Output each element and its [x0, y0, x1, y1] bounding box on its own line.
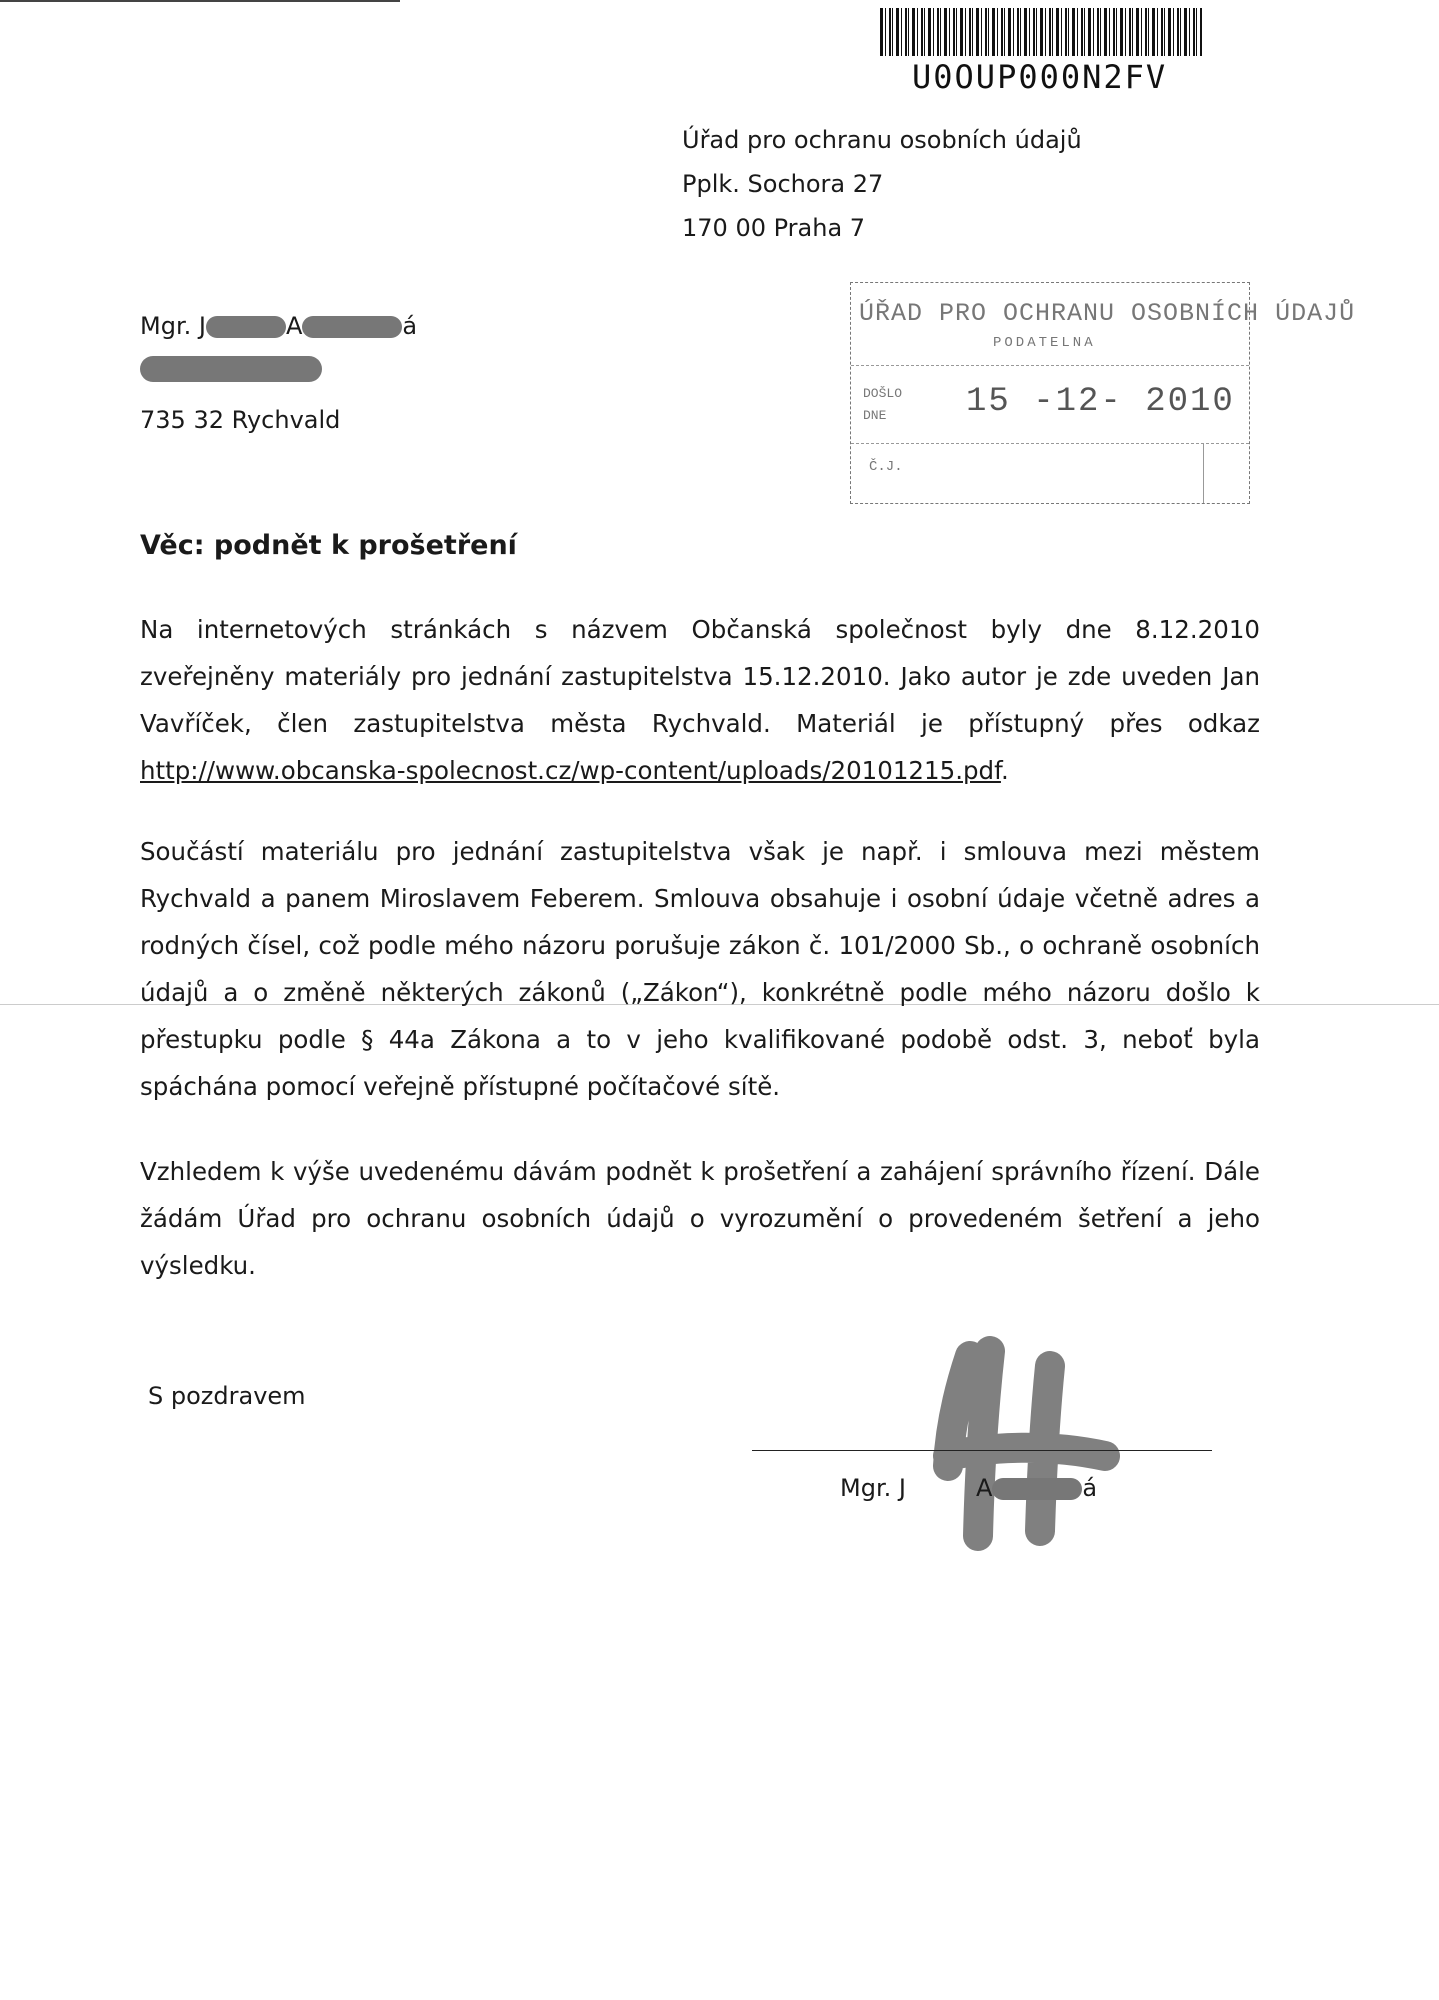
redaction-mark [906, 1478, 976, 1500]
sender-name [140, 312, 417, 340]
paragraph-end: . [1000, 756, 1009, 785]
signature-line [752, 1450, 1212, 1451]
signature-name [840, 1474, 1097, 1502]
body-paragraph-2: Součástí materiálu pro jednání zastupitelstva však je např. i smlouva mezi městem Rychvald a panem Miroslavem Feberem. Smlouva obsahuje i osobní údaje včetně adres a rodných čísel, což podle mého názoru porušuje zákon č. 101/2000 Sb., o ochraně osobních údajů a o změně některých zákonů („Zákon“), konkrétně podle mého názoru došlo k přestupku podle § 44a Zákona a to v jeho kvalifikované podobě odst. 3, neboť byla spáchána pomocí veřejně přístupné počítačové sítě. [140, 837, 1260, 1101]
letter-subject: Věc: podnět k prošetření [140, 530, 517, 561]
stamp-divider [851, 365, 1249, 366]
signature-scribble [930, 1326, 1120, 1556]
stamp-vertical-divider [1203, 443, 1204, 503]
barcode-code: U0OUP000N2FV [912, 58, 1168, 96]
sender-initial: A [285, 312, 303, 340]
redaction-mark [140, 356, 322, 382]
stamp-divider [851, 443, 1249, 444]
body-paragraph-1 [140, 606, 1260, 794]
scan-edge-mark [0, 0, 400, 2]
stamp-doslo-label: DOŠLO [863, 386, 903, 401]
paragraph-text: Na internetových stránkách s názvem Občanská společnost byly dne 8.12.2010 zveřejněny materiály pro jednání zastupitelstva 15.12.2010. Jako autor je zde uveden Jan Vavříček, člen zastupitelstva města Rychvald. Materiál je přístupný přes odkaz [140, 615, 1260, 738]
redaction-mark [206, 316, 286, 338]
body-paragraph-3: Vzhledem k výše uvedenému dávám podnět k prošetření a zahájení správního řízení. Dále žádám Úřad pro ochranu osobních údajů o vyrozumění o provedeném šetření a jeho výsledku. [140, 1157, 1260, 1280]
received-stamp [850, 282, 1356, 504]
stamp-date: 15 -12- 2010 [966, 383, 1235, 421]
recipient-address [682, 118, 1082, 250]
document-link[interactable]: http://www.obcanska-spolecnost.cz/wp-content/uploads/20101215.pdf [140, 756, 1001, 785]
redaction-mark [302, 316, 402, 338]
stamp-subtitle: PODATELNA [993, 335, 1096, 351]
recipient-name: Úřad pro ochranu osobních údajů [682, 126, 1082, 154]
sender-suffix: á [402, 312, 418, 340]
sender-title: Mgr. J [140, 312, 206, 340]
stamp-reference-label: Č.J. [869, 459, 903, 475]
stamp-title: ÚŘAD PRO OCHRANU OSOBNÍCH ÚDAJŮ [859, 299, 1356, 328]
signature-suffix: á [1082, 1474, 1098, 1502]
signature-initial: A [975, 1474, 993, 1502]
closing-greeting: S pozdravem [148, 1382, 306, 1410]
barcode [880, 8, 1202, 56]
signature-title: Mgr. J [840, 1474, 906, 1502]
recipient-street: Pplk. Sochora 27 [682, 170, 884, 198]
sender-city: 735 32 Rychvald [140, 406, 341, 434]
recipient-city: 170 00 Praha 7 [682, 214, 866, 242]
redaction-mark [992, 1478, 1082, 1500]
stamp-dne-label: DNE [863, 408, 887, 423]
stamp-received-label [863, 383, 923, 427]
